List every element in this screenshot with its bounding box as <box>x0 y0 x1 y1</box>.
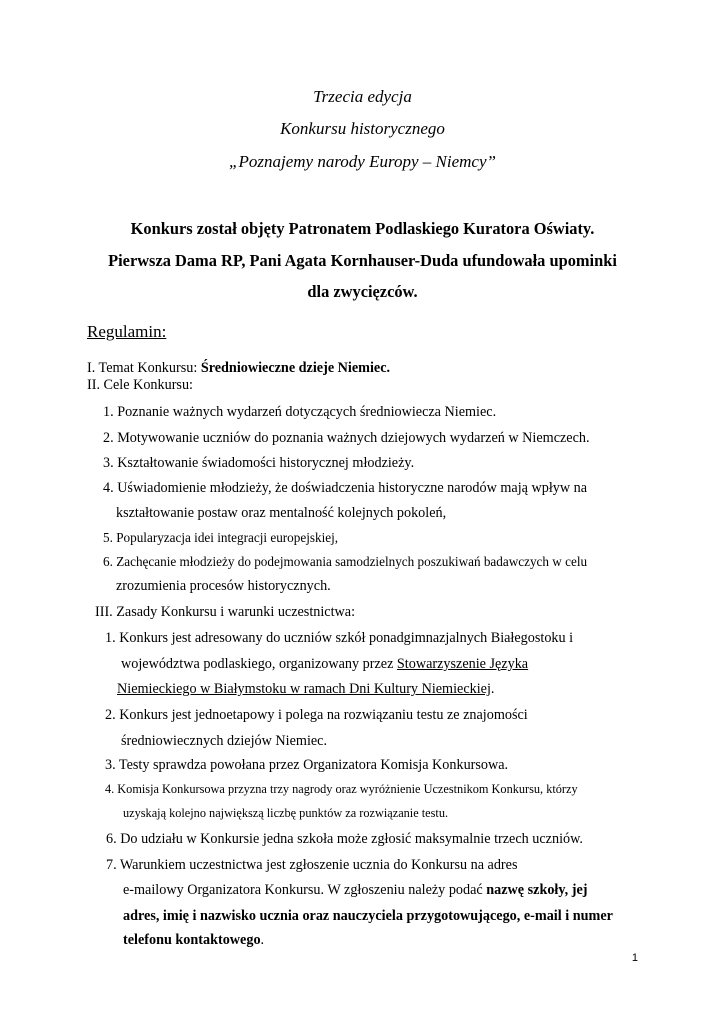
section-topic <box>87 360 390 377</box>
rule-item-6: 6. Do udziału w Konkursie jedna szkoła może zgłosić maksymalnie trzech uczniów. <box>106 831 583 847</box>
rule-item-1-line-2: województwa podlaskiego, organizowany przez Stowarzyszenie Języka <box>121 656 529 672</box>
rule-item-1-line-1: 1. Konkurs jest adresowany do uczniów szkół ponadgimnazjalnych Białegostoku i <box>105 630 574 646</box>
rule-item-2-line-1: 2. Konkurs jest jednoetapowy i polega na rozwiązaniu testu ze znajomości <box>105 707 528 723</box>
rule-item-1-line-3: Niemieckiego w Białymstoku w ramach Dni Kultury Niemieckiej. <box>117 681 495 697</box>
rule-item-7-line-3: adres, imię i nazwisko ucznia oraz nauczyciela przygotowującego, e-mail i numer <box>123 908 613 924</box>
goal-item: 3. Kształtowanie świadomości historycznej młodzieży. <box>103 455 415 471</box>
organizer-link-continuation[interactable]: Niemieckiego w Białymstoku w ramach Dni Kultury Niemieckiej <box>117 681 491 697</box>
goal-item: 5. Popularyzacja idei integracji europejskiej, <box>103 530 339 545</box>
title-line-2: Konkursu historycznego <box>280 119 445 138</box>
title-line-1: Trzecia edycja <box>313 87 412 106</box>
rule-item-2-line-2: średniowiecznych dziejów Niemiec. <box>121 733 328 749</box>
goal-item: 4. Uświadomienie młodzieży, że doświadczenia historyczne narodów mają wpływ na <box>103 480 588 496</box>
patronage-line-1: Konkurs został objęty Patronatem Podlaskiego Kuratora Oświaty. <box>130 219 595 238</box>
page-number: 1 <box>631 952 638 964</box>
section-topic-value: Średniowieczne dzieje Niemiec. <box>200 360 391 376</box>
goal-item-continuation: zrozumienia procesów historycznych. <box>116 578 331 594</box>
section-goals-label: II. Cele Konkursu: <box>87 377 193 393</box>
rule-item-7-line-4: telefonu kontaktowego. <box>123 932 265 948</box>
section-rules-label: III. Zasady Konkursu i warunki uczestnictwa: <box>95 604 356 620</box>
rule-item-3: 3. Testy sprawdza powołana przez Organizatora Komisja Konkursowa. <box>105 757 509 773</box>
rule-item-4-line-2: uzyskają kolejno największą liczbę punktów za rozwiązanie testu. <box>123 806 449 820</box>
patronage-line-2: Pierwsza Dama RP, Pani Agata Kornhauser-Duda ufundowała upominki <box>108 251 617 270</box>
title-line-3: „Poznajemy narody Europy – Niemcy” <box>229 152 496 171</box>
goal-item: 1. Poznanie ważnych wydarzeń dotyczących średniowiecza Niemiec. <box>103 404 497 420</box>
regulamin-heading: Regulamin: <box>87 322 167 341</box>
rule-item-7-line-2: e-mailowy Organizatora Konkursu. W zgłoszeniu należy podać nazwę szkoły, jej <box>123 882 588 898</box>
rule-item-7-line-1: 7. Warunkiem uczestnictwa jest zgłoszenie ucznia do Konkursu na adres <box>106 857 518 873</box>
organizer-link[interactable]: Stowarzyszenie Języka <box>396 656 529 672</box>
rule-item-4-line-1: 4. Komisja Konkursowa przyzna trzy nagrody oraz wyróżnienie Uczestnikom Konkursu, którzy <box>105 782 578 796</box>
goal-item-continuation: kształtowanie postaw oraz mentalność kolejnych pokoleń, <box>116 505 447 521</box>
patronage-line-3: dla zwycięzców. <box>307 282 418 301</box>
goal-item: 6. Zachęcanie młodzieży do podejmowania samodzielnych poszukiwań badawczych w celu <box>103 554 588 569</box>
goal-item: 2. Motywowanie uczniów do poznania ważnych dziejowych wydarzeń w Niemczech. <box>103 430 590 446</box>
section-topic-label: I. Temat Konkursu: <box>87 360 201 376</box>
